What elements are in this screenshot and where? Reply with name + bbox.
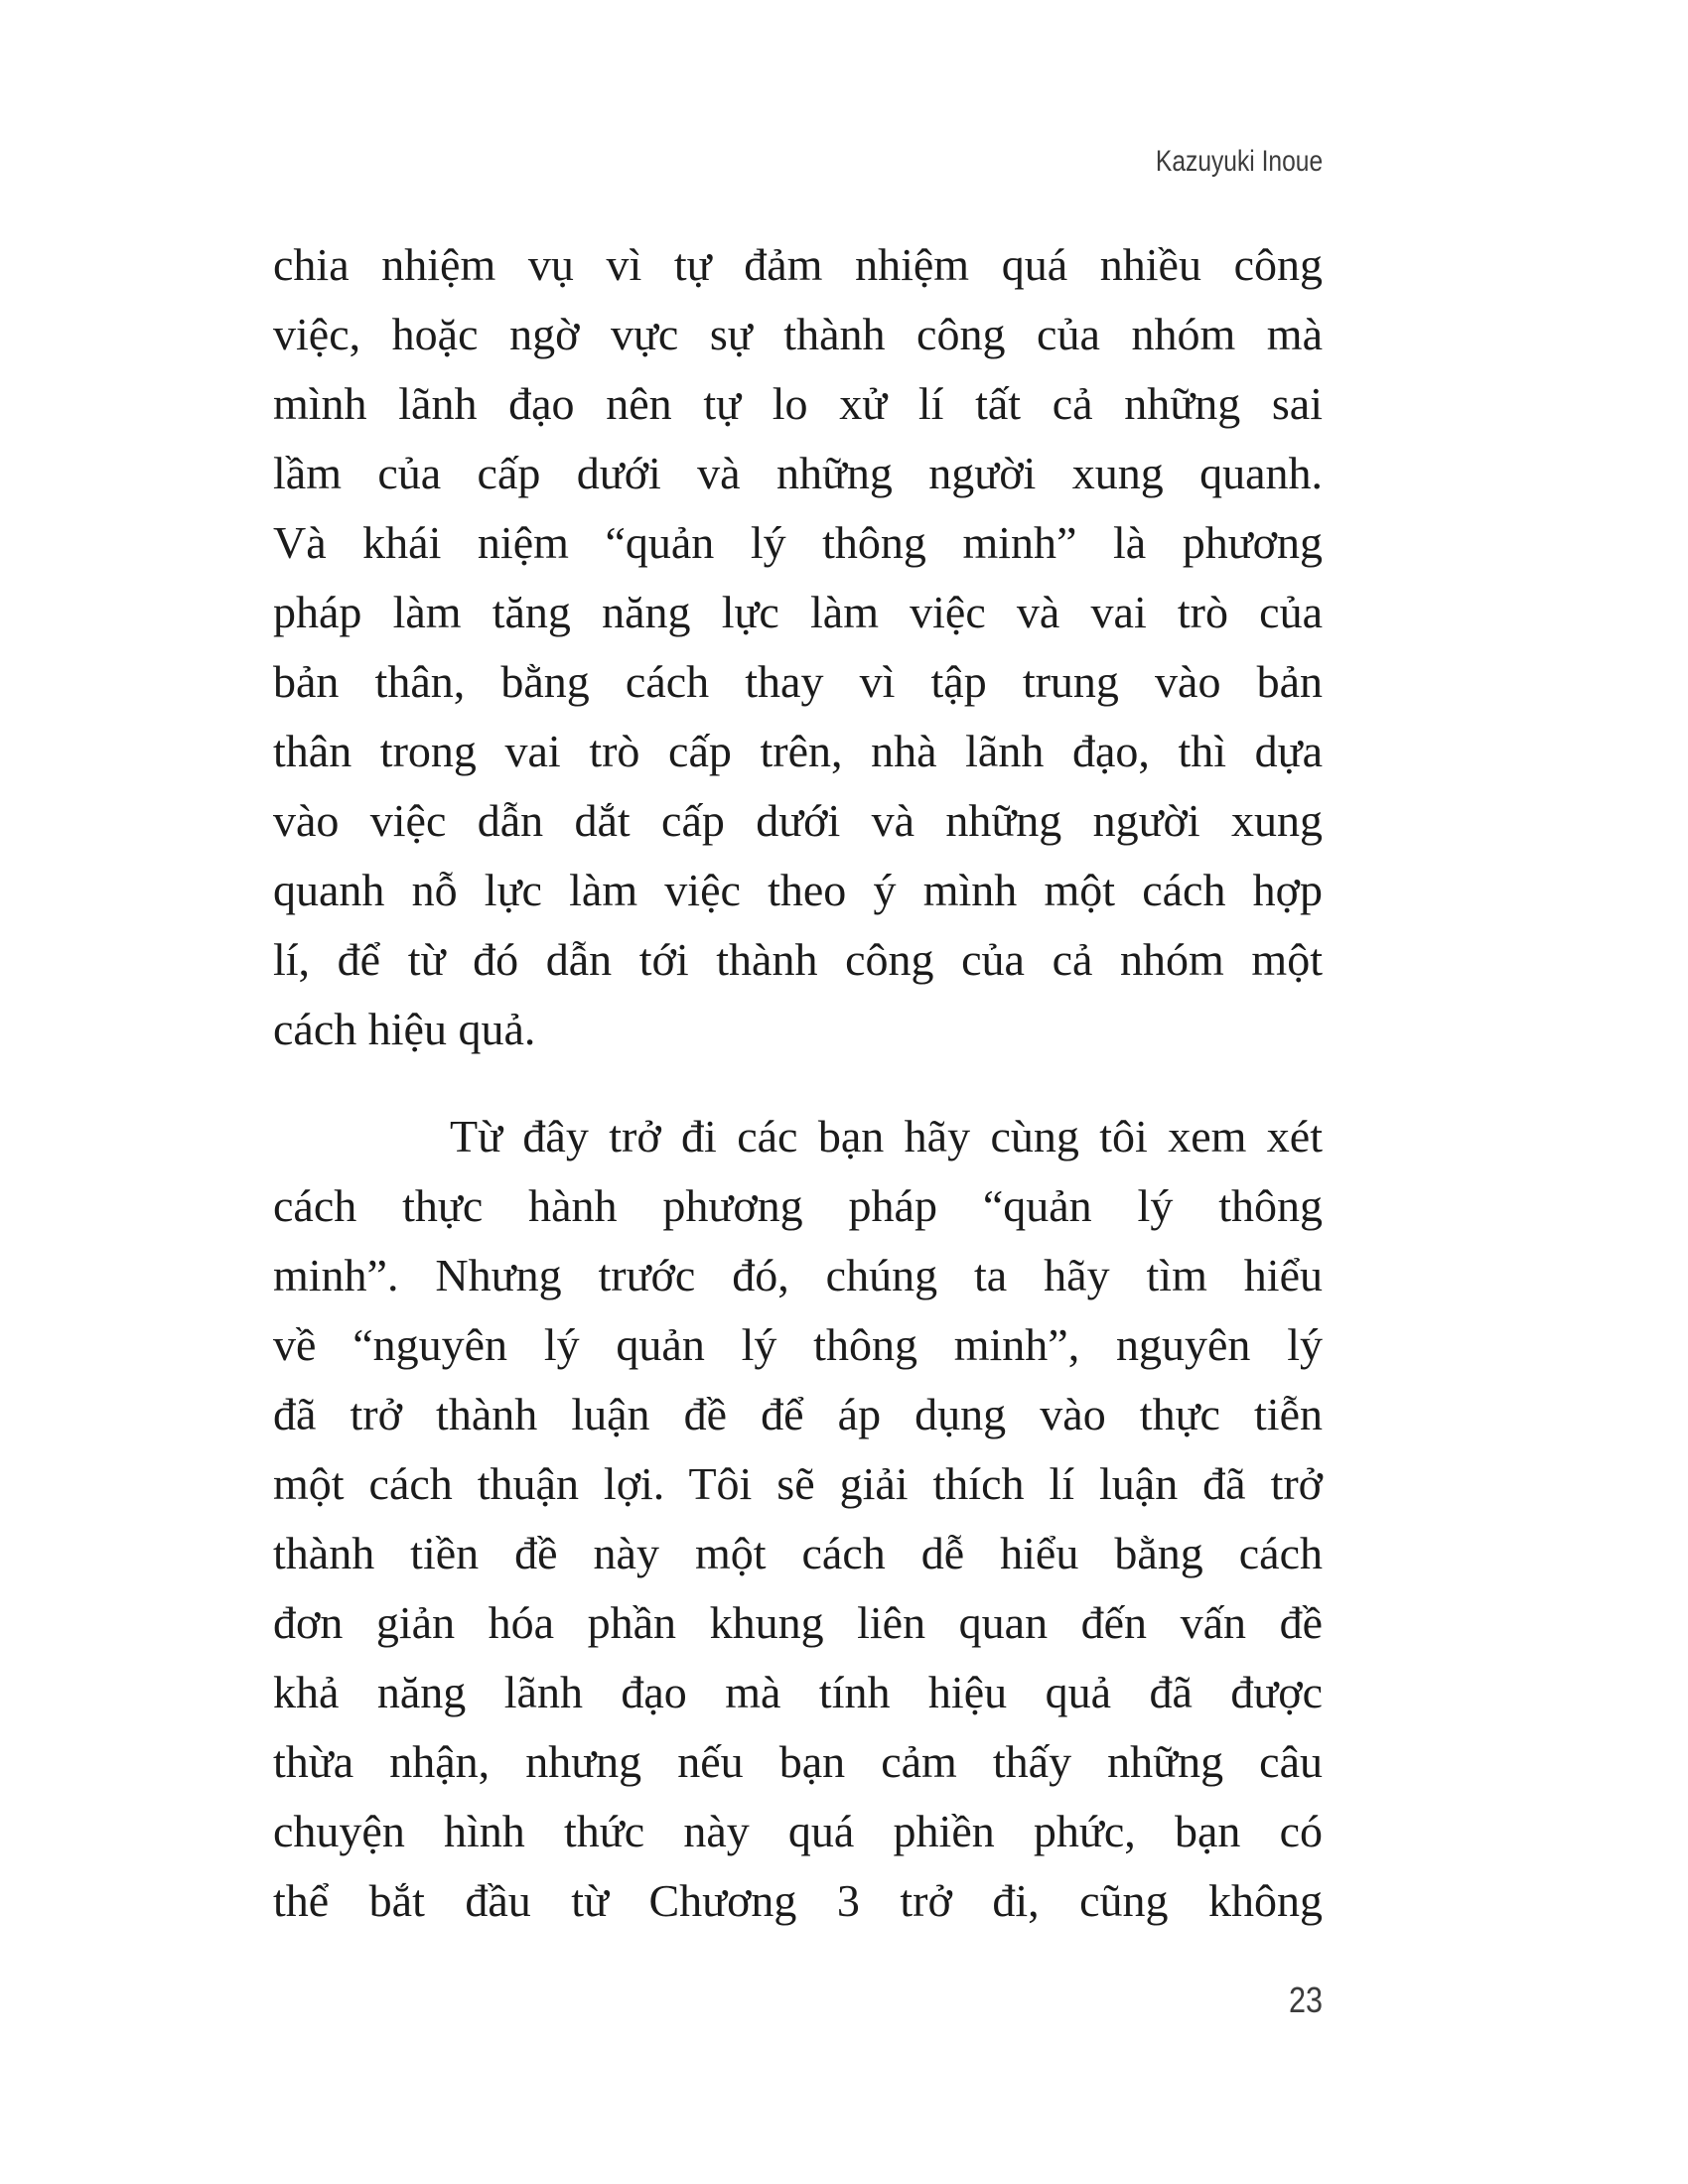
body-text <box>273 230 1323 1936</box>
text-line: chuyện hình thức này quá phiền phức, bạn có <box>273 1806 1323 1856</box>
text-line: việc, hoặc ngờ vực sự thành công của nhóm mà <box>273 309 1323 359</box>
text-line: bản thân, bằng cách thay vì tập trung vào bản <box>273 656 1323 707</box>
text-line: đơn giản hóa phần khung liên quan đến vấn đề <box>273 1597 1323 1648</box>
text-line: Từ đây trở đi các bạn hãy cùng tôi xem xét <box>450 1111 1323 1161</box>
text-line: thân trong vai trò cấp trên, nhà lãnh đạo, thì dựa <box>273 726 1323 776</box>
text-line: lầm của cấp dưới và những người xung quanh. <box>273 448 1323 498</box>
text-line: lí, để từ đó dẫn tới thành công của cả nhóm một <box>273 934 1323 985</box>
text-line: quanh nỗ lực làm việc theo ý mình một cách hợp <box>273 865 1323 915</box>
text-line: cách hiệu quả. <box>273 1004 536 1054</box>
text-line: thành tiền đề này một cách dễ hiểu bằng cách <box>273 1528 1323 1578</box>
text-line: một cách thuận lợi. Tôi sẽ giải thích lí luận đã trở <box>273 1458 1323 1509</box>
text-line: Và khái niệm “quản lý thông minh” là phương <box>273 517 1323 568</box>
page-number: 23 <box>1288 1979 1323 2020</box>
text-line: minh”. Nhưng trước đó, chúng ta hãy tìm hiểu <box>273 1250 1323 1300</box>
paragraph-2 <box>273 1102 1323 1936</box>
text-line: pháp làm tăng năng lực làm việc và vai trò của <box>273 587 1323 637</box>
text-line: thể bắt đầu từ Chương 3 trở đi, cũng không <box>273 1875 1323 1926</box>
text-line: thừa nhận, nhưng nếu bạn cảm thấy những câu <box>273 1736 1323 1787</box>
text-line: vào việc dẫn dắt cấp dưới và những người xung <box>273 795 1323 846</box>
paragraph-1 <box>273 230 1323 1064</box>
text-line: chia nhiệm vụ vì tự đảm nhiệm quá nhiều công <box>273 239 1323 290</box>
text-line: về “nguyên lý quản lý thông minh”, nguyên lý <box>273 1319 1323 1370</box>
running-header-author: Kazuyuki Inoue <box>1155 145 1323 178</box>
text-line: cách thực hành phương pháp “quản lý thông <box>273 1180 1323 1231</box>
text-line: khả năng lãnh đạo mà tính hiệu quả đã được <box>273 1667 1323 1717</box>
text-line: đã trở thành luận đề để áp dụng vào thực tiễn <box>273 1389 1323 1439</box>
text-line: mình lãnh đạo nên tự lo xử lí tất cả những sai <box>273 378 1323 429</box>
